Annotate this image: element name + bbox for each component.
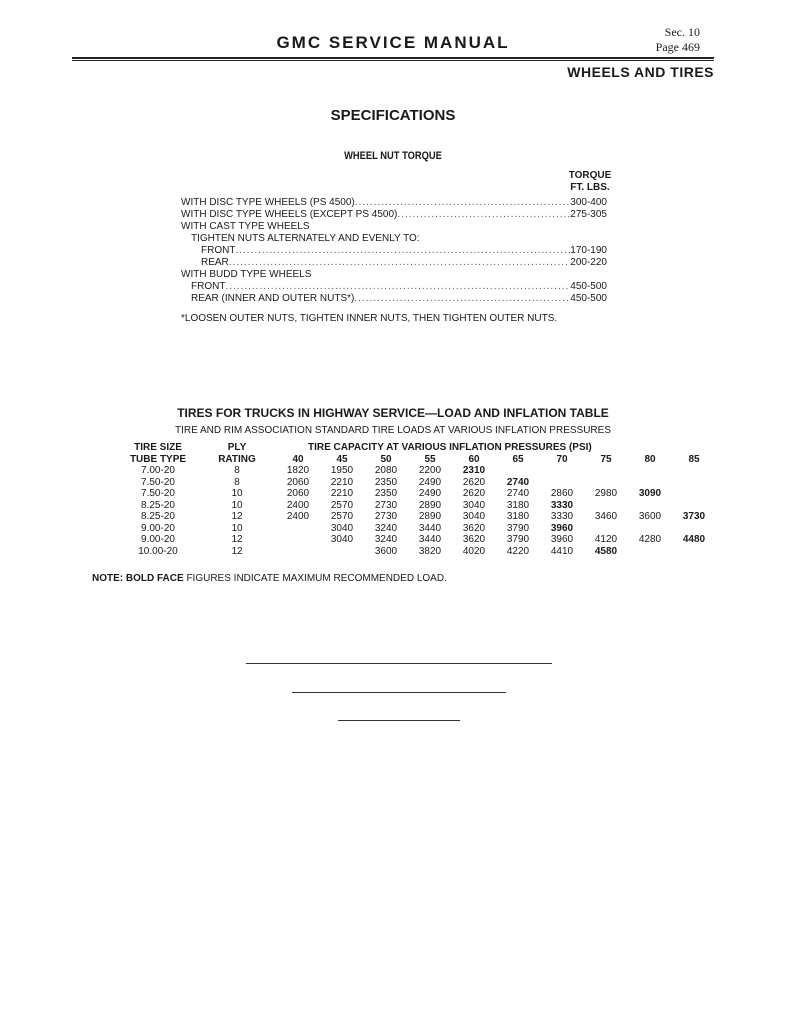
- cell-load: 3790: [506, 522, 530, 534]
- header-ply: PLY: [227, 442, 247, 453]
- torque-row: [181, 269, 607, 281]
- cell-load: [672, 523, 716, 535]
- cell-load: 4480: [682, 534, 706, 545]
- torque-row-value: 300-400: [570, 197, 607, 208]
- cell-load: 3730: [682, 511, 706, 522]
- leader-dots: [229, 257, 571, 269]
- cell-load: [672, 546, 716, 558]
- leader-dots: [397, 209, 570, 221]
- cell-load: 3960: [550, 522, 574, 534]
- torque-row: [181, 293, 607, 305]
- torque-header-line1: TORQUE: [568, 170, 612, 181]
- tire-load-table: [118, 442, 716, 557]
- specifications-heading: SPECIFICATIONS: [330, 107, 456, 124]
- torque-row-value: 200-220: [570, 257, 607, 268]
- cell-load: 4410: [550, 545, 574, 557]
- decorative-rule-3: [338, 720, 460, 721]
- header-pressure: 70: [556, 453, 568, 465]
- header-pressure: 80: [644, 453, 656, 465]
- cell-load: [584, 523, 628, 535]
- cell-load: 2740: [506, 488, 530, 499]
- cell-tire-size: 10.00-20: [138, 545, 178, 557]
- cell-load: [672, 500, 716, 512]
- header-rule-thin: [72, 60, 714, 61]
- cell-load: [276, 523, 320, 535]
- cell-load: 4280: [638, 534, 662, 545]
- cell-load: 3440: [418, 522, 442, 534]
- cell-ply-rating: 8: [234, 476, 240, 488]
- cell-ply-rating: 12: [231, 545, 243, 557]
- cell-load: 2740: [506, 476, 530, 488]
- torque-row: [181, 209, 607, 221]
- cell-ply-rating: 12: [231, 534, 243, 545]
- header-capacity: TIRE CAPACITY AT VARIOUS INFLATION PRESSURES (PSI): [308, 442, 592, 453]
- cell-load: 2860: [550, 488, 574, 499]
- torque-row: [181, 197, 607, 209]
- table-row: [118, 488, 716, 500]
- leader-dots: [235, 245, 570, 257]
- cell-ply-rating: 12: [231, 511, 243, 522]
- header-pressure: 55: [424, 453, 436, 465]
- torque-row-value: 170-190: [570, 245, 607, 256]
- leader-dots: [355, 197, 571, 209]
- torque-row-value: 450-500: [570, 281, 607, 292]
- cell-load: 3240: [374, 534, 398, 545]
- cell-tire-size: 8.25-20: [141, 499, 175, 511]
- cell-tire-size: 9.00-20: [141, 534, 175, 545]
- cell-load: 3040: [462, 499, 486, 511]
- cell-load: 3620: [462, 522, 486, 534]
- cell-load: 3600: [638, 511, 662, 522]
- torque-row-label: WITH DISC TYPE WHEELS (EXCEPT PS 4500): [181, 209, 398, 220]
- cell-tire-size: 7.50-20: [141, 488, 175, 499]
- torque-footnote: *LOOSEN OUTER NUTS, TIGHTEN INNER NUTS, THEN TIGHTEN OUTER NUTS.: [181, 313, 558, 324]
- cell-load: 1820: [286, 465, 310, 476]
- section-number: Sec. 10: [664, 25, 700, 39]
- cell-load: 2350: [374, 488, 398, 499]
- cell-load: 3040: [330, 522, 354, 534]
- cell-tire-size: 7.00-20: [141, 465, 175, 476]
- cell-load: 2620: [462, 476, 486, 488]
- cell-load: [276, 534, 320, 546]
- page-number: Page 469: [655, 40, 700, 54]
- header-tube-type: TUBE TYPE: [129, 453, 187, 465]
- cell-tire-size: 7.50-20: [141, 476, 175, 488]
- torque-row-label: FRONT: [191, 281, 226, 292]
- cell-load: [628, 500, 672, 512]
- header-pressure: 65: [512, 453, 524, 465]
- cell-load: [628, 477, 672, 489]
- note-text: FIGURES INDICATE MAXIMUM RECOMMENDED LOAD.: [183, 573, 447, 584]
- cell-load: 2570: [330, 511, 354, 522]
- cell-load: 2620: [462, 488, 486, 499]
- torque-row: [181, 257, 607, 269]
- cell-load: 2060: [286, 488, 310, 499]
- cell-load: [496, 465, 540, 477]
- leader-dots: [225, 281, 570, 293]
- cell-load: [628, 523, 672, 535]
- cell-load: [672, 465, 716, 477]
- cell-tire-size: 9.00-20: [141, 522, 175, 534]
- cell-load: 2980: [594, 488, 618, 499]
- cell-load: 3040: [330, 534, 354, 545]
- table-header-row-2: [118, 454, 716, 466]
- cell-load: 4580: [594, 545, 618, 557]
- cell-load: 2060: [286, 476, 310, 488]
- tires-table-subtitle: TIRE AND RIM ASSOCIATION STANDARD TIRE LOADS AT VARIOUS INFLATION PRESSURES: [174, 425, 611, 436]
- cell-load: 2200: [418, 465, 442, 476]
- cell-load: 3790: [506, 534, 530, 545]
- cell-load: 3960: [550, 534, 574, 545]
- bold-face-note: [92, 573, 447, 584]
- torque-row-label: WITH CAST TYPE WHEELS: [181, 221, 310, 232]
- table-row: [118, 546, 716, 558]
- decorative-rule-1: [246, 663, 552, 664]
- cell-load: 2210: [330, 476, 354, 488]
- torque-row-label: WITH BUDD TYPE WHEELS: [181, 269, 312, 280]
- header-tire-size: TIRE SIZE: [134, 442, 182, 453]
- cell-load: 3040: [462, 511, 486, 522]
- torque-row-value: 275-305: [570, 209, 607, 220]
- cell-load: 2730: [374, 511, 398, 522]
- cell-load: 4220: [506, 545, 530, 557]
- cell-load: 2490: [418, 476, 442, 488]
- table-row: [118, 465, 716, 477]
- torque-row-label: FRONT: [201, 245, 236, 256]
- cell-load: 2400: [286, 511, 310, 522]
- cell-load: 3620: [462, 534, 486, 545]
- cell-load: 2310: [462, 465, 486, 476]
- table-row: [118, 511, 716, 523]
- cell-load: 3240: [374, 522, 398, 534]
- cell-load: 1950: [330, 465, 354, 476]
- cell-load: 3180: [506, 499, 530, 511]
- section-page-block: [656, 25, 700, 55]
- cell-ply-rating: 8: [234, 465, 240, 476]
- header-pressure: 85: [688, 453, 700, 465]
- cell-load: 3820: [418, 545, 442, 557]
- table-row: [118, 500, 716, 512]
- chapter-heading: WHEELS AND TIRES: [567, 64, 714, 80]
- manual-title: GMC SERVICE MANUAL: [276, 33, 510, 52]
- cell-load: 2080: [374, 465, 398, 476]
- tire-table-body: [118, 465, 716, 557]
- cell-ply-rating: 10: [231, 522, 243, 534]
- header-rating: RATING: [218, 453, 256, 465]
- cell-load: [628, 546, 672, 558]
- cell-load: 4020: [462, 545, 486, 557]
- cell-load: 3460: [594, 511, 618, 522]
- torque-row-label: REAR: [201, 257, 229, 268]
- tires-table-title: TIRES FOR TRUCKS IN HIGHWAY SERVICE—LOAD AND INFLATION TABLE: [177, 406, 609, 420]
- torque-row-label: TIGHTEN NUTS ALTERNATELY AND EVENLY TO:: [191, 233, 420, 244]
- cell-load: 3090: [638, 488, 662, 499]
- table-header-row-1: [118, 442, 716, 454]
- cell-load: 3600: [374, 545, 398, 557]
- decorative-rule-2: [292, 692, 506, 693]
- cell-load: 2570: [330, 499, 354, 511]
- torque-row: [181, 245, 607, 257]
- leader-dots: [354, 293, 570, 305]
- cell-load: 2890: [418, 511, 442, 522]
- cell-load: 2490: [418, 488, 442, 499]
- cell-load: 3330: [550, 499, 574, 511]
- header-pressure: 45: [336, 453, 348, 465]
- header-rule-thick: [72, 57, 714, 59]
- header-pressure: 75: [600, 453, 612, 465]
- torque-column-header: [560, 170, 620, 194]
- cell-load: [540, 477, 584, 489]
- cell-load: 3330: [550, 511, 574, 522]
- cell-load: 2730: [374, 499, 398, 511]
- cell-ply-rating: 10: [231, 488, 243, 499]
- torque-row-value: 450-500: [570, 293, 607, 304]
- cell-tire-size: 8.25-20: [141, 511, 175, 522]
- cell-load: [540, 465, 584, 477]
- header-pressure: 60: [468, 453, 480, 465]
- header-pressure: 50: [380, 453, 392, 465]
- cell-ply-rating: 10: [231, 499, 243, 511]
- torque-row: [181, 221, 607, 233]
- torque-row: [181, 233, 607, 245]
- table-row: [118, 477, 716, 489]
- cell-load: [672, 488, 716, 500]
- cell-load: 2350: [374, 476, 398, 488]
- cell-load: 4120: [594, 534, 618, 545]
- cell-load: [628, 465, 672, 477]
- table-row: [118, 523, 716, 535]
- cell-load: 3180: [506, 511, 530, 522]
- cell-load: 2210: [330, 488, 354, 499]
- torque-row-label: WITH DISC TYPE WHEELS (PS 4500): [181, 197, 355, 208]
- cell-load: 2400: [286, 499, 310, 511]
- torque-row-label: REAR (INNER AND OUTER NUTS*): [191, 293, 355, 304]
- cell-load: [276, 546, 320, 558]
- cell-load: [672, 477, 716, 489]
- cell-load: [584, 500, 628, 512]
- cell-load: [584, 465, 628, 477]
- torque-row: [181, 281, 607, 293]
- cell-load: 2890: [418, 499, 442, 511]
- table-row: [118, 534, 716, 546]
- wheel-nut-torque-title: WHEEL NUT TORQUE: [344, 150, 442, 162]
- torque-header-line2: FT. LBS.: [570, 182, 610, 193]
- cell-load: [320, 546, 364, 558]
- cell-load: [584, 477, 628, 489]
- header-pressure: 40: [292, 453, 304, 465]
- cell-load: 3440: [418, 534, 442, 545]
- note-label: NOTE: BOLD FACE: [92, 573, 184, 584]
